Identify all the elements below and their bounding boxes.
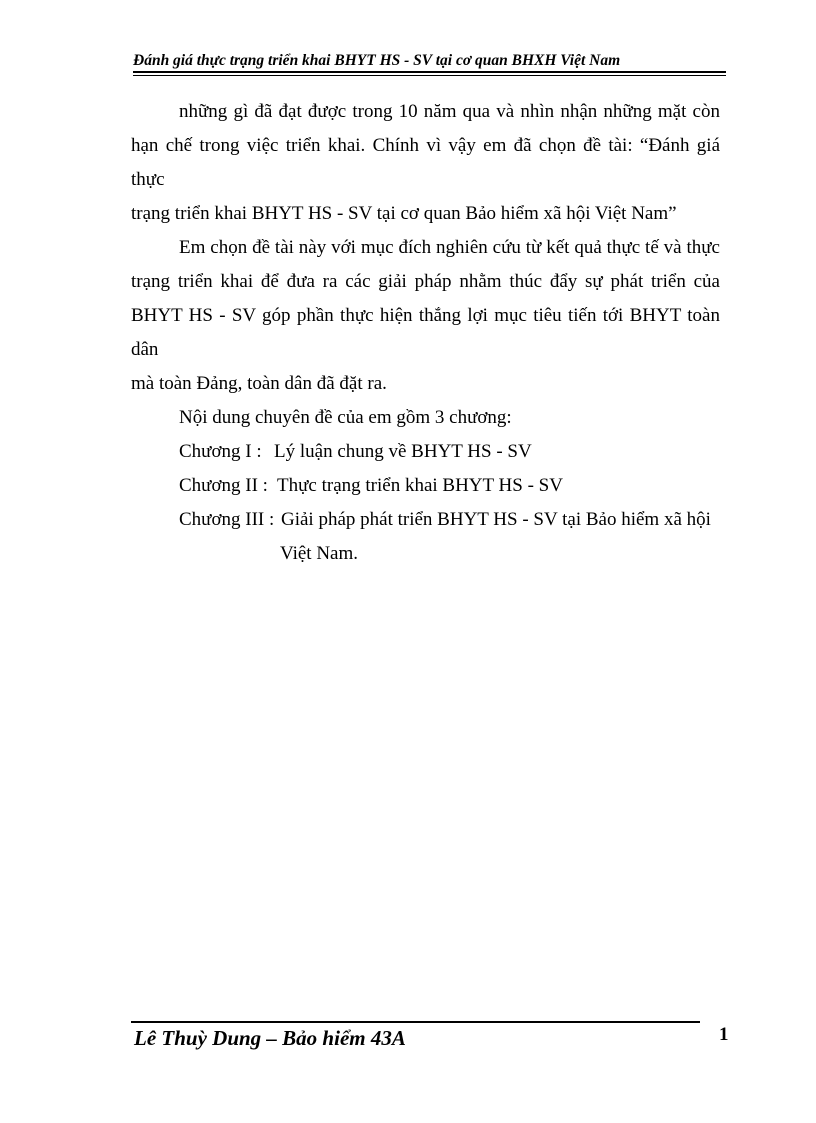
footer-rule xyxy=(131,1021,700,1023)
paragraph-2-line-1: Em chọn đề tài này với mục đích nghiên cứu từ kết quả thực tế và thực xyxy=(179,237,720,258)
body-text xyxy=(131,95,720,571)
paragraph-2-line-4: mà toàn Đảng, toàn dân đã đặt ra. xyxy=(131,373,387,394)
paragraph-1-line-2: hạn chế trong việc triển khai. Chính vì vậy em đã chọn đề tài: “Đánh giá thực xyxy=(131,135,720,190)
chapter-label: Chương III : xyxy=(179,509,275,530)
chapter-3-continuation: Việt Nam. xyxy=(280,543,359,564)
footer-author: Lê Thuỳ Dung – Bảo hiểm 43A xyxy=(134,1026,406,1050)
chapter-title: Thực trạng triển khai BHYT HS - SV xyxy=(277,475,563,496)
paragraph-1-line-1: những gì đã đạt được trong 10 năm qua và nhìn nhận những mặt còn xyxy=(179,101,720,122)
header-rule-thick xyxy=(133,71,726,73)
paragraph-2-line-2: trạng triển khai để đưa ra các giải pháp nhằm thúc đẩy sự phát triển của xyxy=(131,271,720,292)
chapter-item xyxy=(131,469,720,503)
paragraph-2-line-3: BHYT HS - SV góp phần thực hiện thắng lợi mục tiêu tiến tới BHYT toàn dân xyxy=(131,305,720,360)
header-rule-thin xyxy=(133,75,726,76)
chapter-label: Chương II : xyxy=(179,475,268,496)
paragraph-1-line-3: trạng triển khai BHYT HS - SV tại cơ quan Bảo hiểm xã hội Việt Nam” xyxy=(131,203,677,224)
chapter-label: Chương I : xyxy=(179,441,262,462)
page-number: 1 xyxy=(719,1024,729,1045)
chapter-item xyxy=(131,503,720,537)
chapter-item xyxy=(131,435,720,469)
chapter-title: Lý luận chung về BHYT HS - SV xyxy=(274,441,532,462)
running-header: Đánh giá thực trạng triển khai BHYT HS - SV tại cơ quan BHXH Việt Nam xyxy=(133,52,621,69)
paragraph-3: Nội dung chuyên đề của em gồm 3 chương: xyxy=(179,407,512,428)
chapter-title: Giải pháp phát triển BHYT HS - SV tại Bảo hiểm xã hội xyxy=(281,509,711,530)
